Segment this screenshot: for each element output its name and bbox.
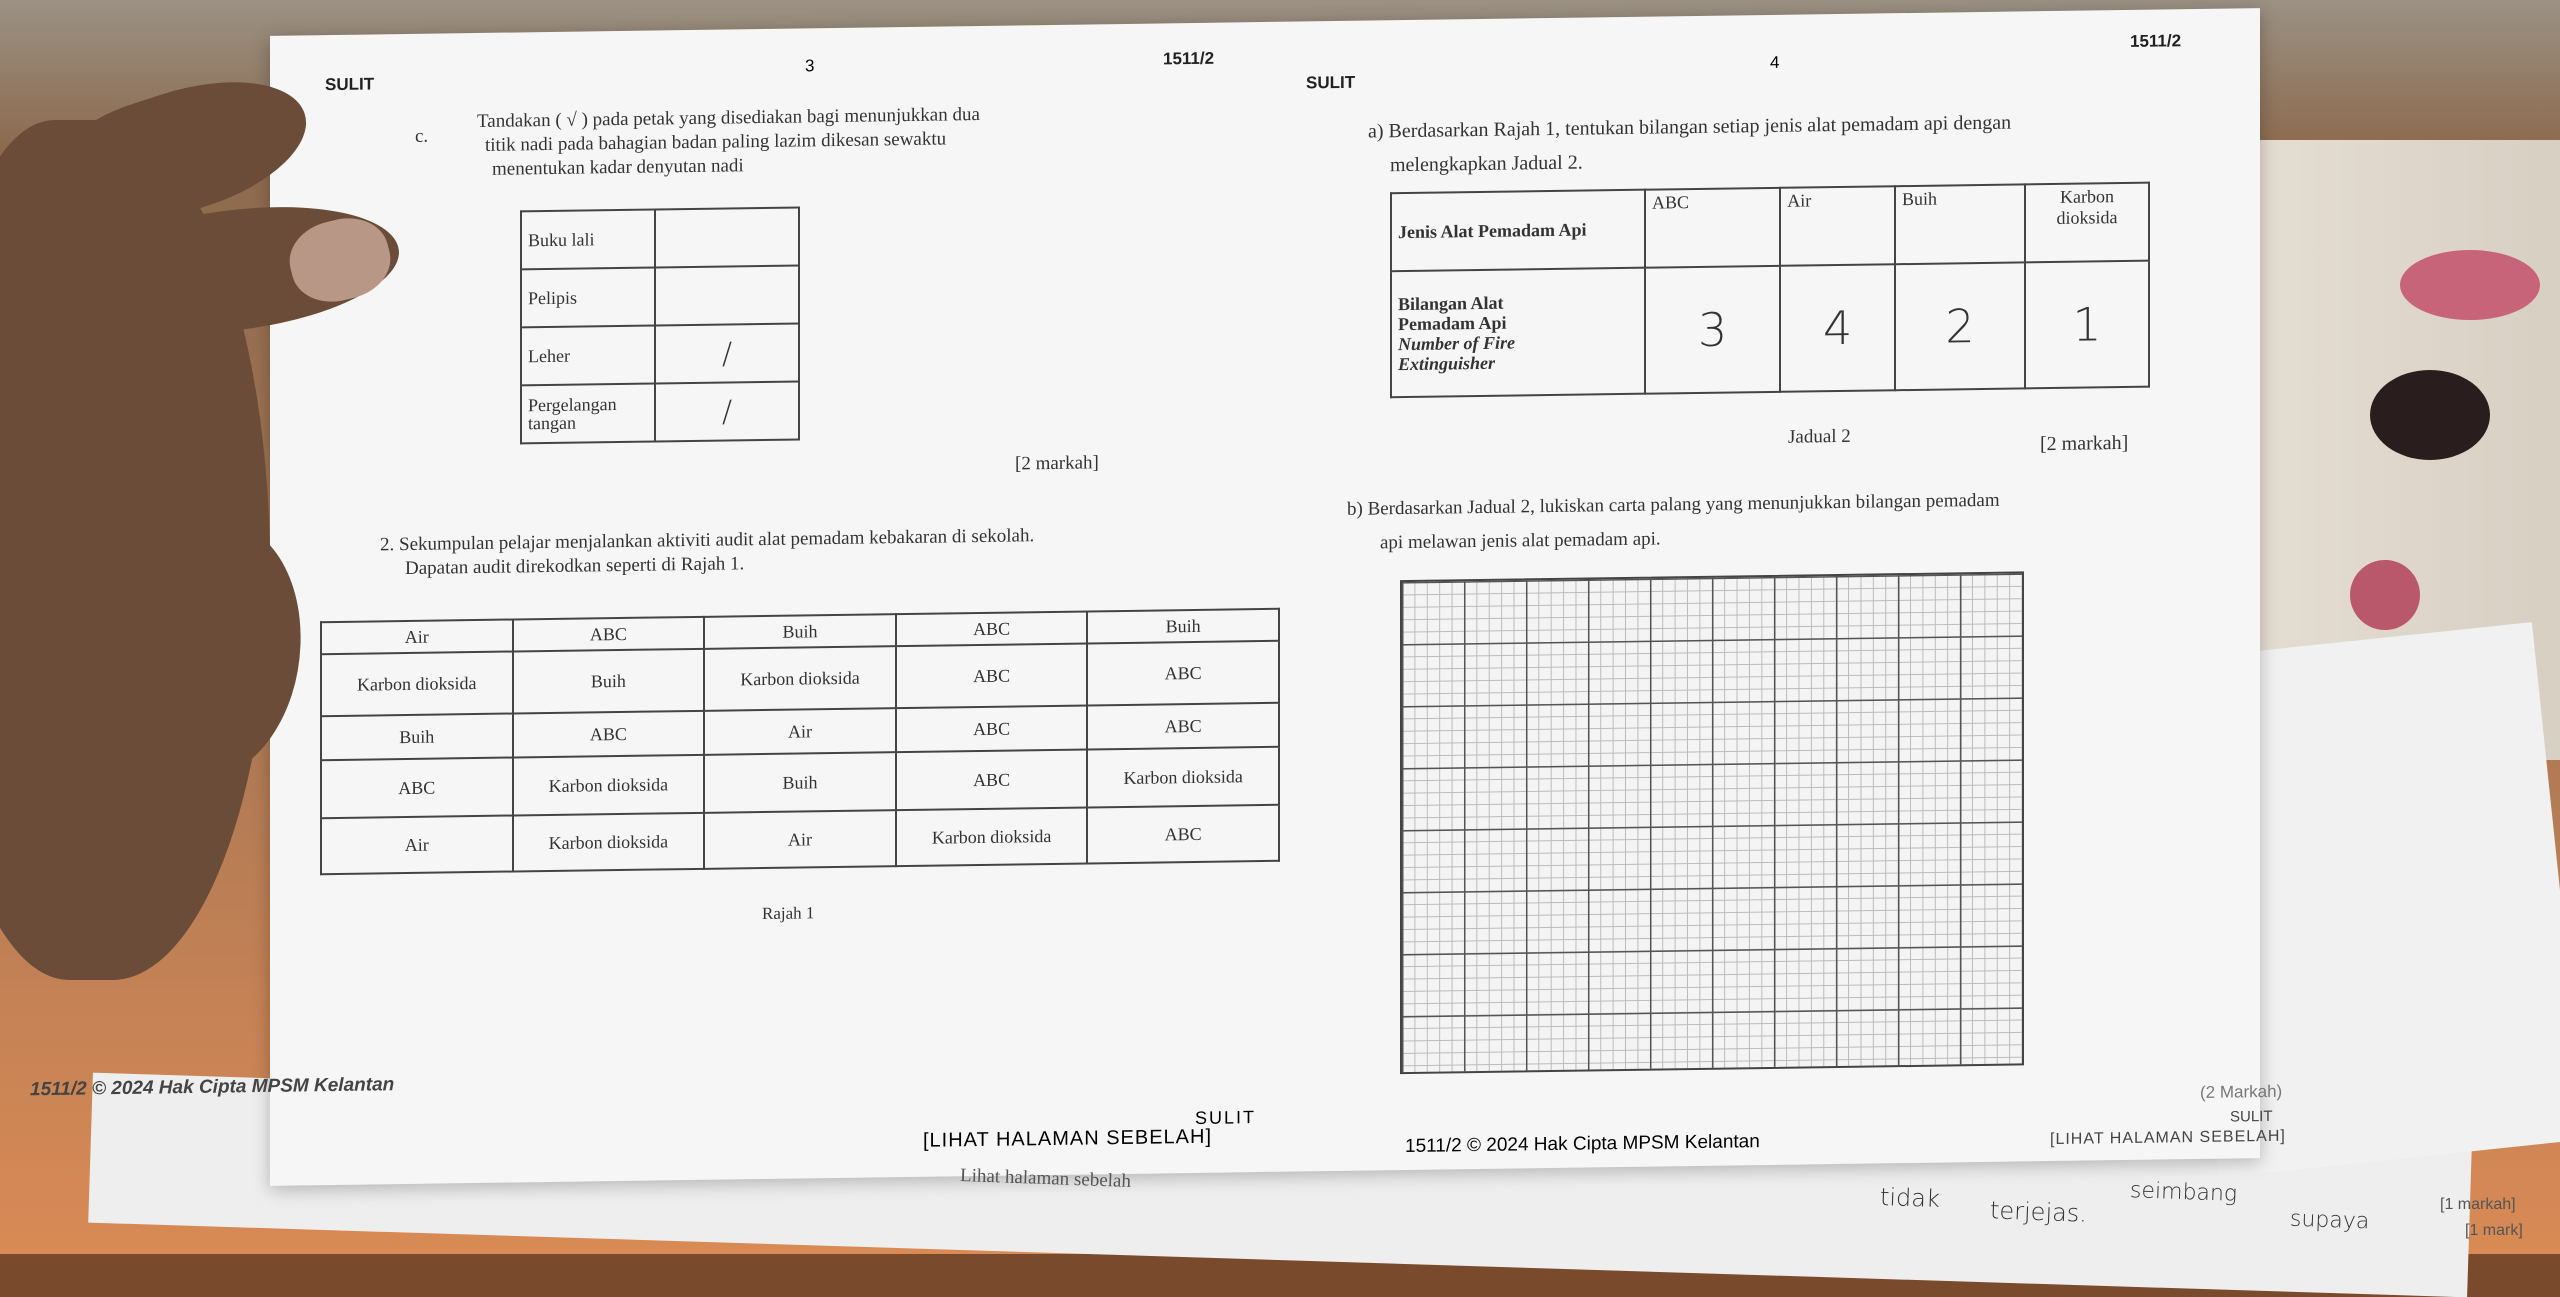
count-cell[interactable]: 2 xyxy=(1895,262,2025,390)
table-cell: Karbon dioksida xyxy=(704,646,896,711)
table-cell: Buih xyxy=(704,614,896,649)
table-cell: Air xyxy=(704,708,896,755)
type-cell: ABC xyxy=(1645,188,1780,268)
question-b-line2: api melawan jenis alat pemadam api. xyxy=(1380,528,1661,554)
right-header-sulit: SULIT xyxy=(1306,72,1356,93)
question-a-marks: [2 markah] xyxy=(2040,431,2129,456)
question-2-line1: 2. Sekumpulan pelajar menjalankan aktiviti audit alat pemadam kebakaran di sekolah. xyxy=(380,525,1035,556)
table-cell: Karbon dioksida xyxy=(513,755,705,816)
handwritten-note-seimbang: seimbang xyxy=(2129,1178,2238,1207)
count-cell[interactable]: 3 xyxy=(1645,266,1780,394)
bottom-note-markah: [1 markah] xyxy=(2440,1196,2516,1213)
question-b-marks: (2 Markah) xyxy=(2200,1081,2283,1102)
table-row xyxy=(521,208,799,270)
question-a-line1: a) Berdasarkan Rajah 1, tentukan bilangan setiap jenis alat pemadam api dengan xyxy=(1368,111,2012,143)
checkbox-cell[interactable]: / xyxy=(655,324,799,384)
table-cell: ABC xyxy=(513,711,705,758)
table-row xyxy=(521,324,799,386)
right-footer-copyright: 1511/2 © 2024 Hak Cipta MPSM Kelantan xyxy=(1405,1131,1760,1158)
table-row xyxy=(521,382,799,444)
right-page-number: 4 xyxy=(1770,52,1780,72)
table-row xyxy=(1391,261,2149,398)
table-cell: ABC xyxy=(321,758,513,819)
jadual-2-table xyxy=(1390,182,2150,399)
pulse-point-table xyxy=(520,206,800,444)
count-cell[interactable]: 4 xyxy=(1780,264,1895,392)
row-label: Pelipis xyxy=(521,268,655,328)
right-footer-lihat: [LIHAT HALAMAN SEBELAH] xyxy=(2050,1127,2286,1149)
row-label: Buku lali xyxy=(521,210,655,270)
header-label-cell: Jenis Alat Pemadam Api xyxy=(1391,190,1645,272)
type-cell: Air xyxy=(1780,186,1895,266)
question-b-line1: b) Berdasarkan Jadual 2, lukiskan carta palang yang menunjukkan bilangan pemadam xyxy=(1347,489,2000,520)
count-label-line1: Bilangan Alat xyxy=(1398,292,1504,315)
right-paper-code: 1511/2 xyxy=(2130,31,2182,51)
table-cell: Buih xyxy=(1087,609,1279,644)
table-cell: ABC xyxy=(896,611,1088,646)
row-label: Leher xyxy=(521,326,655,386)
question-2-line2: Dapatan audit direkodkan seperti di Rajah 1. xyxy=(405,553,745,580)
table-cell: ABC xyxy=(896,643,1088,708)
handwritten-note-supaya: supaya xyxy=(2289,1206,2370,1235)
table-cell: ABC xyxy=(1087,805,1279,864)
table-cell: ABC xyxy=(896,705,1088,752)
table-cell: ABC xyxy=(513,617,705,652)
table-row xyxy=(521,266,799,328)
under-page-lihat: Lihat halaman sebelah xyxy=(959,1165,1132,1192)
table-cell: ABC xyxy=(896,749,1088,810)
count-label-line2: Pemadam Api xyxy=(1398,312,1507,335)
count-cell[interactable]: 1 xyxy=(2025,261,2149,389)
table-cell: Buih xyxy=(704,752,896,813)
exam-paper-spread xyxy=(30,8,2286,1186)
rajah-1-caption: Rajah 1 xyxy=(762,903,815,924)
left-footer-copyright: 1511/2 © 2024 Hak Cipta MPSM Kelantan xyxy=(30,1074,395,1101)
table-cell: Karbon dioksida xyxy=(896,807,1088,866)
table-cell: ABC xyxy=(1087,703,1279,750)
rajah-1-table xyxy=(320,608,1280,875)
table-cell: Karbon dioksida xyxy=(321,652,513,717)
jadual-2-caption: Jadual 2 xyxy=(1788,425,1851,448)
table-row xyxy=(321,805,1279,874)
table-cell: Karbon dioksida xyxy=(513,813,705,872)
table-cell: Karbon dioksida xyxy=(1087,747,1279,808)
handwritten-note-terjejas: terjejas. xyxy=(1989,1196,2088,1228)
checkbox-cell[interactable] xyxy=(655,266,799,326)
table-cell: ABC xyxy=(1087,641,1279,706)
bottom-note-mark: [1 mark] xyxy=(2465,1222,2523,1239)
question-c-line1: Tandakan ( √ ) pada petak yang disediakan bagi menunjukkan dua xyxy=(477,103,980,133)
question-c-line2: titik nadi pada bahagian badan paling lazim dikesan sewaktu xyxy=(485,128,947,156)
left-footer-sulit: SULIT xyxy=(1195,1107,1257,1128)
table-cell: Air xyxy=(321,816,513,875)
checkbox-cell[interactable]: / xyxy=(655,382,799,442)
question-c-marks: [2 markah] xyxy=(1015,452,1099,475)
count-label-cell xyxy=(1391,268,1645,398)
cloth-pattern-pink xyxy=(2350,560,2420,630)
left-header-sulit: SULIT xyxy=(325,74,375,95)
left-paper-code: 1511/2 xyxy=(1163,48,1215,69)
table-cell: Buih xyxy=(513,649,705,714)
row-label: Pergelangan tangan xyxy=(521,384,655,444)
handwritten-note-tidak: tidak xyxy=(1879,1182,1941,1214)
cloth-pattern xyxy=(2400,250,2540,320)
type-cell: Karbon dioksida xyxy=(2025,183,2149,263)
question-a-line2: melengkapkan Jadual 2. xyxy=(1390,151,1583,177)
checkbox-cell[interactable] xyxy=(655,208,799,268)
question-c-line3: menentukan kadar denyutan nadi xyxy=(492,155,744,180)
left-page-number: 3 xyxy=(805,56,815,76)
cloth-pattern-dark xyxy=(2370,370,2490,460)
count-label-line3: Number of Fire xyxy=(1398,332,1515,355)
left-footer-lihat: [LIHAT HALAMAN SEBELAH] xyxy=(923,1125,1213,1152)
table-cell: Air xyxy=(704,810,896,869)
table-row xyxy=(1391,183,2149,272)
type-cell: Buih xyxy=(1895,184,2025,264)
right-footer-sulit: SULIT xyxy=(2230,1107,2273,1126)
question-c-label: c. xyxy=(415,125,429,147)
table-cell: Buih xyxy=(321,714,513,761)
table-cell: Air xyxy=(321,620,513,655)
count-label-line4: Extinguisher xyxy=(1398,352,1496,375)
bar-chart-grid-paper[interactable] xyxy=(1400,571,2024,1074)
